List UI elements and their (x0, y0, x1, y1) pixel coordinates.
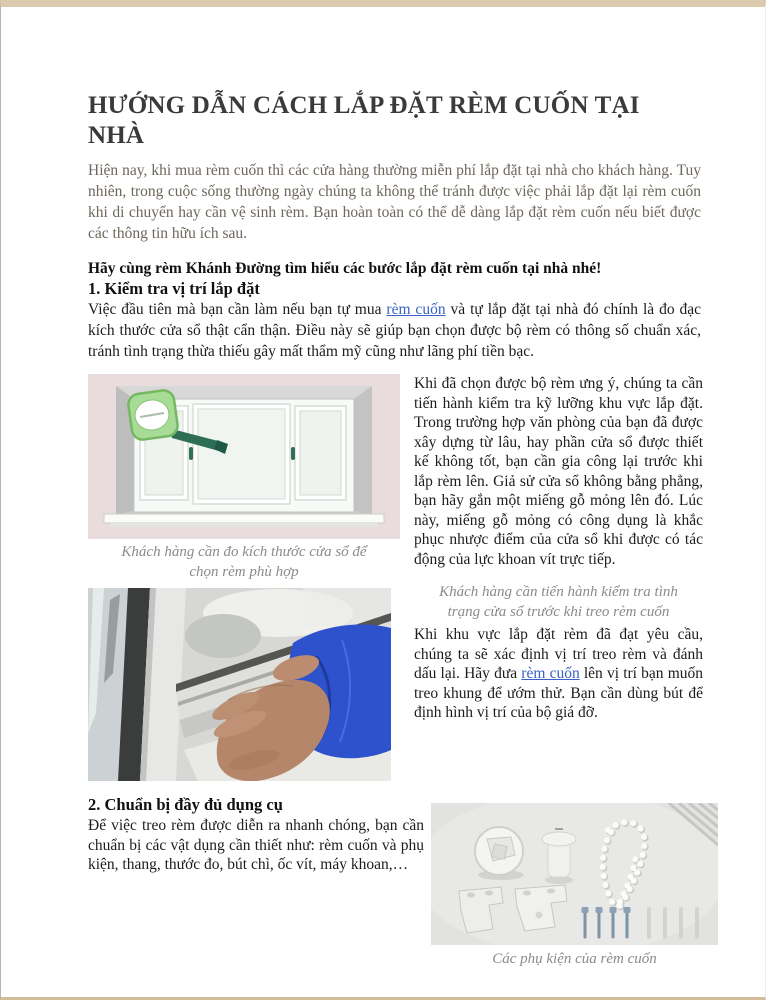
lead-paragraph: Hãy cùng rèm Khánh Đường tìm hiểu các bước lắp đặt rèm cuốn tại nhà nhé! (88, 260, 602, 277)
section2-heading: 2. Chuẩn bị đầy đủ dụng cụ (88, 795, 283, 814)
roller-blind-accessories-photo (431, 803, 718, 945)
figure-accessories-photo (431, 803, 718, 969)
para1-text-after: và tự lắp đặt tại nhà đó chính là đo đạc kích thước cửa sổ thật cẩn thận. Điều này sẽ giúp bạn chọn được bộ rèm có thông số chuẩn xác, tránh tình trạng thừa thiếu gây mất thẩm mỹ cũng như lãng phí tiền bạc. (88, 301, 702, 360)
page-title: HƯỚNG DẪN CÁCH LẮP ĐẶT RÈM CUỐN TẠI NHÀ (88, 92, 640, 149)
section1-paragraph1 (88, 299, 701, 362)
rem-cuon-link-2[interactable]: rèm cuốn (521, 665, 580, 682)
section2-paragraph: Để việc treo rèm được diễn ra nhanh chóng, bạn cần chuẩn bị các vật dụng cần thiết như: rèm cuốn và phụ kiện, thang, thước đo, bút chì, ốc vít, máy khoan,… (88, 817, 424, 873)
figure1-caption: Khách hàng cần đo kích thước cửa sổ để chọn rèm phù hợp (121, 544, 367, 580)
figure-window-measuring (88, 374, 400, 582)
right-column (414, 374, 703, 781)
section1-paragraph2: Khi đã chọn được bộ rèm ưng ý, chúng ta cần tiến hành kiểm tra kỹ lưỡng khu vực lắp đặt. Trong trường hợp văn phòng của bạn đã được xây dựng từ lâu, hay phần cửa sổ được thiết kế không tốt, bạn cần gia công lại trước khi lắp rèm lên. Giả sử cửa sổ không bằng phẳng, bạn hãy gắn một miếng gỗ mỏng lên đó. Lúc này, miếng gỗ mỏng có công dụng là khắc phục nhược điểm của cửa sổ khi được có tác động của lực khoan vít trực tiếp. (414, 375, 703, 568)
two-column-row (88, 374, 703, 781)
figure-installation-photo (88, 588, 400, 781)
left-column (88, 374, 400, 781)
section1-heading: 1. Kiểm tra vị trí lắp đặt (88, 279, 260, 298)
figure3-caption: Các phụ kiện của rèm cuốn (492, 951, 657, 967)
para3-text-after: lên vị trí bạn muốn treo khung để ướm thử. Bạn cần dùng bút để định hình vị trí của bộ giá đỡ. (414, 665, 704, 721)
window-handle-icon (189, 447, 193, 460)
section2-row (88, 795, 718, 969)
section2-figure-column (431, 795, 718, 969)
rem-cuon-link-1[interactable]: rèm cuốn (386, 301, 446, 318)
article-content (1, 7, 765, 969)
window-measuring-illustration (88, 374, 400, 539)
figure2-caption: Khách hàng cần tiến hành kiểm tra tình trạng cửa sổ trước khi treo rèm cuốn (439, 584, 678, 620)
para1-text-before: Việc đầu tiên mà bạn cần làm nếu bạn tự mua (88, 301, 387, 318)
intro-paragraph: Hiện nay, khi mua rèm cuốn thì các cửa hàng thường miễn phí lắp đặt tại nhà cho khách hàng. Tuy nhiên, trong cuộc sống thường ngày chúng ta không thể tránh được việc phải lắp đặt lại rèm cuốn khi di chuyển hay cần vệ sinh rèm. Bạn hoàn toàn có thể dễ dàng lắp đặt rèm cuốn nếu biết được các thông tin hữu ích sau. (88, 162, 701, 242)
para3-text-before: Khi khu vực lắp đặt rèm đã đạt yêu cầu, chúng ta sẽ xác định vị trí treo rèm và đánh dấu lại. Hãy đưa (414, 626, 703, 682)
section1-paragraph3 (414, 625, 703, 723)
window-handle-icon (291, 447, 295, 460)
hands-installing-window-photo (88, 588, 391, 781)
section2-text-column (88, 795, 424, 969)
